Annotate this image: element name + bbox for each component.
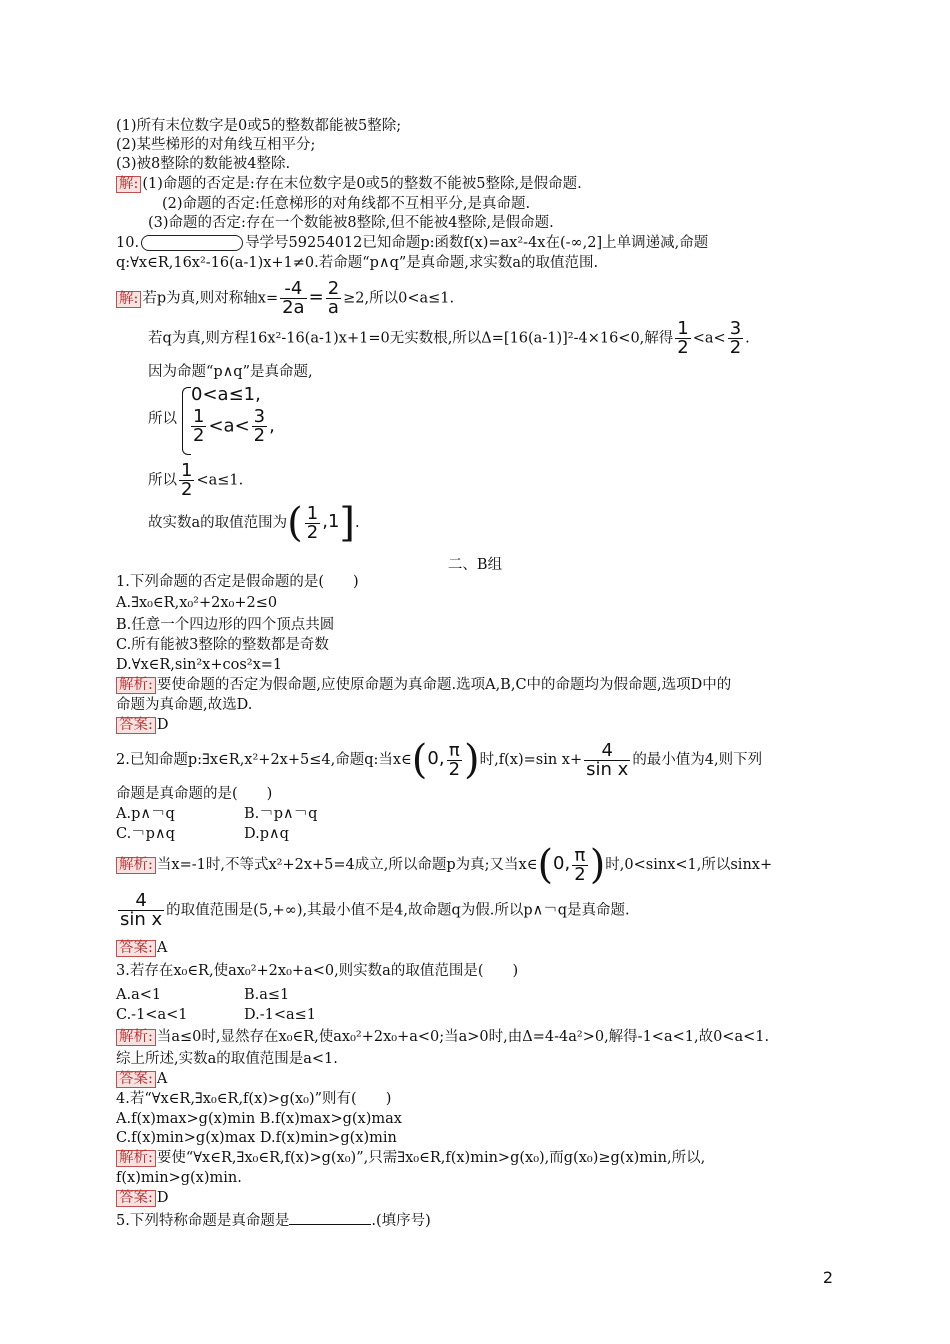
b2-option-a: A.p∧￢q (116, 806, 175, 822)
fraction (179, 462, 194, 499)
analysis-text-b: 时,0<sinx<1,所以sinx+ (605, 857, 773, 873)
open-paren: ( (287, 500, 303, 546)
numerator: π (447, 742, 462, 761)
close-paren: ) (464, 737, 480, 783)
denominator: 2 (574, 863, 586, 885)
q10-number: 10. (116, 235, 140, 251)
b3-option-c: C.-1<a<1 (116, 1007, 188, 1023)
denominator: 2a (282, 297, 305, 318)
b3-option-b: B.a≤1 (244, 987, 290, 1003)
numerator: 4 (118, 892, 164, 911)
comma: , (269, 415, 275, 437)
jie-label: 解: (116, 176, 141, 193)
fraction (305, 502, 320, 543)
q10-text-1: 导学号59254012已知命题p:函数f(x)=ax²-4x在(-∞,2]上单调递减,命题 (245, 235, 709, 251)
jiexi-label: 解析: (116, 857, 156, 874)
numerator: 1 (193, 406, 205, 427)
denominator: 2 (729, 337, 742, 358)
b4-options-cd: C.f(x)min>g(x)max D.f(x)min>g(x)min (116, 1130, 397, 1146)
b1-option-d: D.∀x∈R,sin²x+cos²x=1 (116, 657, 283, 673)
answer-value: D (156, 1190, 169, 1206)
upper-bound: ,1 (322, 511, 340, 532)
q9-answer-3: (3)命题的否定:存在一个数能被8整除,但不能被4整除,是假命题. (148, 215, 554, 231)
denominator: 2 (306, 521, 319, 543)
numerator: 1 (306, 502, 319, 524)
fraction (728, 320, 743, 357)
question-text-a: 2.已知命题p:∃x∈R,x²+2x+5≤4,命题q:当x∈ (116, 752, 412, 768)
fraction (280, 280, 306, 317)
b1-option-c: C.所有能被3整除的整数都是奇数 (116, 637, 329, 653)
b2-question-1 (116, 737, 763, 783)
numerator: 4 (584, 742, 630, 761)
answer-value: A (156, 1071, 168, 1087)
q10-line-1 (116, 235, 708, 252)
inequality: <a< (208, 415, 250, 437)
numerator: 2 (327, 278, 340, 299)
jiexi-label: 解析: (116, 1029, 156, 1046)
fraction (572, 844, 587, 885)
b2-option-c: C.￢p∧q (116, 826, 175, 842)
b1-option-b: B.任意一个四边形的四个顶点共圆 (116, 617, 335, 633)
analysis-text: 要使“∀x∈R,∃x₀∈R,f(x)>g(x₀)”,只需∃x₀∈R,f(x)min>g(x₀),而g(x₀)≥g(x)min,所以, (156, 1150, 706, 1166)
b4-analysis-2: f(x)min>g(x)min. (116, 1170, 242, 1186)
q10-step-1 (116, 280, 454, 317)
b3-analysis-2: 综上所述,实数a的取值范围是a<1. (116, 1051, 338, 1067)
b5-question (116, 1210, 431, 1230)
b3-question: 3.若存在x₀∈R,使ax₀²+2x₀+a<0,则实数a的取值范围是( ) (116, 963, 519, 979)
close-paren: ) (589, 842, 606, 888)
b2-answer (116, 940, 167, 957)
step-4-text-a: 所以 (148, 472, 177, 489)
b1-answer (116, 717, 169, 734)
b2-option-d: D.p∧q (244, 826, 289, 842)
step-1-text-a: 若p为真,则对称轴x= (142, 290, 279, 307)
period: . (745, 330, 750, 347)
open-paren: ( (411, 737, 428, 783)
numerator: -4 (280, 280, 306, 299)
guide-badge-icon (141, 235, 243, 251)
answer-blank[interactable] (289, 1210, 371, 1225)
denominator: sin x (120, 909, 163, 930)
equals-sign: = (308, 286, 324, 308)
b1-question: 1.下列命题的否定是假命题的是( ) (116, 574, 359, 590)
section-heading: 二、B组 (447, 557, 503, 573)
q10-step-3: 因为命题“p∧q”是真命题, (148, 364, 313, 380)
b3-option-d: D.-1<a≤1 (244, 1007, 317, 1023)
q9-answer-2: (2)命题的否定:任意梯形的对角线都不互相平分,是真命题. (162, 196, 531, 212)
b1-option-a: A.∃x₀∈R,x₀²+2x₀+2≤0 (116, 595, 278, 611)
q9-item-1: (1)所有末位数字是0或5的整数都能被5整除; (116, 118, 402, 134)
b1-analysis-1 (116, 677, 731, 694)
denominator: a (327, 297, 339, 318)
denominator: 2 (448, 758, 461, 780)
fraction (447, 739, 462, 780)
numerator: 1 (181, 460, 193, 481)
numerator: 3 (253, 406, 266, 427)
zero-comma: 0, (427, 748, 445, 769)
b4-answer (116, 1190, 169, 1207)
q10-line-2: q:∀x∈R,16x²-16(a-1)x+1≠0.若命题“p∧q”是真命题,求实数a的取值范围. (116, 255, 599, 271)
fraction (252, 408, 267, 445)
step-1-text-b: ≥2,所以0<a≤1. (343, 290, 455, 307)
b4-question: 4.若“∀x∈R,∃x₀∈R,f(x)>g(x₀)”则有( ) (116, 1091, 392, 1107)
daan-label: 答案: (116, 940, 156, 957)
daan-label: 答案: (116, 1071, 156, 1088)
daan-label: 答案: (116, 1190, 156, 1207)
open-paren: ( (537, 842, 554, 888)
q10-step-4 (148, 462, 243, 499)
answer-value: A (156, 940, 168, 956)
page-number: 2 (822, 1268, 833, 1287)
fraction (675, 320, 690, 357)
system-line-2 (189, 408, 275, 445)
answer-value: D (156, 717, 169, 733)
b1-analysis-2: 命题为真命题,故选D. (116, 697, 253, 713)
numerator: π (572, 847, 587, 866)
period: . (355, 515, 360, 531)
jie-label: 解: (116, 291, 141, 308)
fraction (191, 408, 206, 445)
step-4-text-b: <a≤1. (196, 472, 244, 489)
question-text-b: .(填序号) (371, 1213, 431, 1229)
fraction (326, 280, 341, 317)
fraction (118, 892, 164, 929)
q9-answer-1 (116, 176, 582, 193)
step-5-text: 故实数a的取值范围为 (148, 515, 288, 531)
question-text-c: 的最小值为4,则下列 (632, 752, 763, 768)
question-text-a: 5.下列特称命题是真命题是 (116, 1213, 290, 1229)
step-2-text: 若q为真,则方程16x²-16(a-1)x+1=0无实数根,所以Δ=[16(a-1)]²-4×16<0,解得 (148, 330, 674, 347)
zero-comma: 0, (553, 853, 571, 874)
denominator: 2 (677, 337, 689, 358)
denominator: 2 (181, 479, 193, 500)
q9-item-2: (2)某些梯形的对角线互相平分; (116, 137, 316, 153)
inequality: <a< (692, 330, 726, 347)
denominator: 2 (193, 425, 205, 446)
daan-label: 答案: (116, 717, 156, 734)
jiexi-label: 解析: (116, 1150, 156, 1167)
system-line-1: 0<a≤1, (191, 384, 261, 405)
q9-ans-1-text: (1)命题的否定是:存在末位数字是0或5的整数不能被5整除,是假命题. (142, 176, 582, 192)
q10-step-5 (148, 500, 360, 546)
b2-question-2: 命题是真命题的是( ) (116, 786, 273, 802)
denominator: sin x (586, 758, 629, 780)
b4-analysis-1 (116, 1150, 705, 1167)
q10-step-2 (148, 320, 750, 357)
b4-options-ab: A.f(x)max>g(x)min B.f(x)max>g(x)max (116, 1111, 402, 1127)
b3-option-a: A.a<1 (116, 987, 162, 1003)
q9-item-3: (3)被8整除的数能被4整除. (116, 156, 291, 172)
b2-option-b: B.￢p∧￢q (244, 806, 318, 822)
analysis-text-a: 当x=-1时,不等式x²+2x+5=4成立,所以命题p为真;又当x∈ (156, 857, 538, 873)
b2-analysis-2 (116, 892, 630, 929)
numerator: 1 (677, 318, 689, 339)
analysis-text-c: 的取值范围是(5,+∞),其最小值不是4,故命题q为假.所以p∧￢q是真命题. (166, 902, 630, 919)
numerator: 3 (729, 318, 742, 339)
analysis-text: 要使命题的否定为假命题,应使原命题为真命题.选项A,B,C中的命题均为假命题,选项D中的 (156, 677, 732, 693)
b3-analysis-1 (116, 1029, 769, 1046)
b3-answer (116, 1071, 167, 1088)
q10-so-label: 所以 (148, 411, 177, 427)
analysis-text: 当a≤0时,显然存在x₀∈R,使ax₀²+2x₀+a<0;当a>0时,由Δ=4-4a²>0,解得-1<a<1,故0<a<1. (156, 1029, 770, 1045)
question-text-b: 时,f(x)=sin x+ (479, 752, 583, 768)
denominator: 2 (253, 425, 266, 446)
close-bracket: ] (339, 500, 356, 546)
fraction (584, 739, 630, 780)
b2-analysis-1 (116, 842, 773, 888)
jiexi-label: 解析: (116, 677, 156, 694)
